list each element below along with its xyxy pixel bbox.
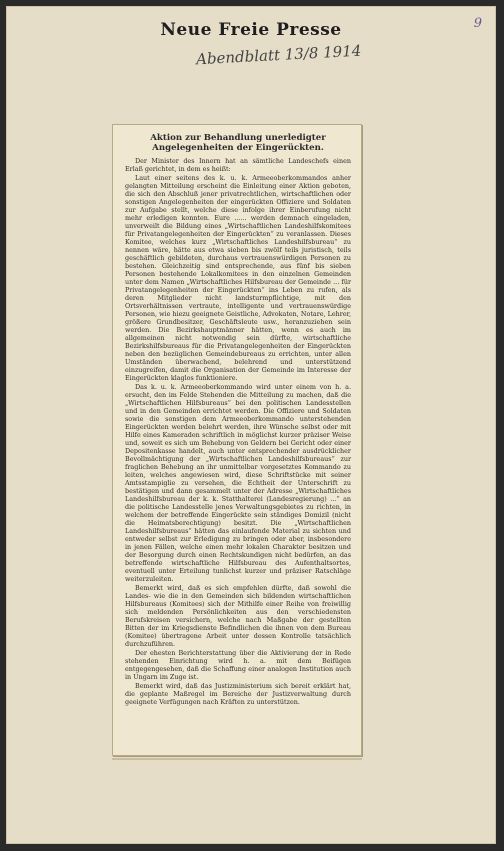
clipping-edge (112, 758, 362, 760)
article-paragraph: Bemerkt wird, daß es sich empfehlen dürfte, daß sowohl die Landes- wie die in den Gemeinden sich bildenden wirtschaftlichen Hilfsbureaus (Komitees) sich der Mithilfe einer Reihe von freiwillig sich meldenden Persönlichkeiten aus den verschiedensten Berufskreisen versichern, welche nach Maßgabe der gestellten Bitten der im Kriegsdienste Befindlichen die ihnen von dem Bureau (Komitee) übertragene Arbeit unter dessen Kontrolle tatsächlich durchzuführen. (125, 584, 351, 648)
article-paragraph: Das k. u. k. Armeeoberkommando wird unter einem von h. a. ersucht, den im Felde Stehenden die Mitteilung zu machen, daß die „Wirtschaftlichen Hilfsbureaus“ bei den politischen Landesstellen und in den Gemeinden errichtet werden. Die Offiziere und Soldaten sowie die sonstigen dem Armeeoberkommando unterstehenden Eingerückten werden belehrt werden, ihre Wünsche selbst oder mit Hilfe eines Kameraden schriftlich in möglichst kurzer präziser Weise und, soweit es sich um Behebung von Geldern bei Gericht oder einer Depositenkasse handelt, auch unter entsprechender ausdrücklicher Bevollmächtigung der „Wirtschaftlichen Landeshilfsbureaus“ zur fraglichen Behebung an ihr unmittelbar vorgesetztes Kommando zu leiten, welches angewiesen wird, diese Schriftstücke mit seiner Amtsstampiglie zu versehen, die Echtheit der Unterschrift zu bestätigen und dann gesammelt unter der Adresse „Wirtschaftliches Landeshilfsbureau der k. k. Statthalterei (Landesregierung) ...“ an die politische Landesstelle jenes Verwaltungsgebietes zu richten, in welchem der betreffende Eingerückte sein ständiges Domizil (nicht die Heimatsberechtigung) besitzt. Die „Wirtschaftlichen Landeshilfsbureaus“ hätten das einlaufende Material zu sichten und entweder selbst zur Erledigung zu bringen oder aber, insbesondere in jenen Fällen, welche einen mehr lokalen Charakter besitzen und der Besorgung durch einen Rechtskundigen nicht bedürfen, an das betreffende wirtschaftliche Hilfsbureau des Aufenthaltsortes, eventuell unter Erteilung tunlichst kurzer und präziser Ratschläge weiterzuleiten. (125, 383, 351, 583)
article-title: Aktion zur Behandlung unerledigter Angelegenheiten der Eingerückten. (150, 133, 326, 153)
article-paragraph: Der ehesten Berichterstattung über die Aktivierung der in Rede stehenden Einrichtung wird h. a. mit dem Beifügen entgegengesehen, daß die Schaffung einer analogen Institution auch in Ungarn im Zuge ist. (125, 649, 351, 681)
newspaper-clipping (112, 124, 362, 756)
archive-sheet (6, 6, 496, 844)
article-paragraph: Laut einer seitens des k. u. k. Armeeoberkommandos anher gelangten Mitteilung erscheint die Einleitung einer Aktion geboten, die sich den Abschluß jener privatrechtlichen, wirtschaftlichen oder sonstigen Angelegenheiten der eingerückten Offiziere und Soldaten zur Aufgabe stellt, welche diese infolge ihrer Einberufung nicht mehr erledigen konnten. Eure ...... werden demnach eingeladen, unverweilt die Bildung eines „Wirtschaftlichen Landeshilfskomitees für Privatangelegenheiten der Eingerückten“ zu veranlassen. Dieses Komitee, welches kurz „Wirtschaftliches Landeshilfsbureau“ zu nennen wäre, hätte aus etwa sieben bis zwölf teils juristisch, teils geschäftlich gebildeten, durchaus vertrauenswürdigen Personen zu bestehen. Gleichzeitig sind entsprechende, aus fünf bis sieben Personen bestehende Lokalkomitees in den einzelnen Gemeinden unter dem Namen „Wirtschaftliches Hilfsbureau der Gemeinde ... für Privatangelegenheiten der Eingerückten“ ins Leben zu rufen, als deren Mitglieder nicht landsturmpflichtige, mit den Ortsverhältnissen vertraute, intelligente und vertrauenswürdige Personen, wie hiezu geeignete Geistliche, Advokaten, Notare, Lehrer, größere Grundbesitzer, Geschäftsleute usw., heranzuziehen sein werden. Die Bezirkshauptmänner hätten, wenn es auch im allgemeinen nicht notwendig sein dürfte, wirtschaftliche Bezirkshilfsbureaus für die Privatangelegenheiten der Eingerückten neben den bezüglichen Gemeindebureaus zu errichten, unter allen Umständen überwachend, belehrend und unterstützend einzugreifen, damit die Organisation der Gemeinde im Interesse der Eingerückten klaglos funktioniere. (125, 174, 351, 382)
handwritten-date: Abendblatt 13/8 1914 (195, 41, 362, 69)
page-number: 9 (473, 16, 482, 31)
article-paragraph: Der Minister des Innern hat an sämtliche Landeschefs einen Erlaß gerichtet, in dem es heißt: (125, 157, 351, 173)
newspaper-masthead: Neue Freie Presse (160, 20, 342, 40)
article-paragraph: Bemerkt wird, daß das Justizministerium sich bereit erklärt hat, die geplante Maßregel im Bereiche der Justizverwaltung durch geeignete Verfügungen nach Kräften zu unterstützen. (125, 682, 351, 706)
